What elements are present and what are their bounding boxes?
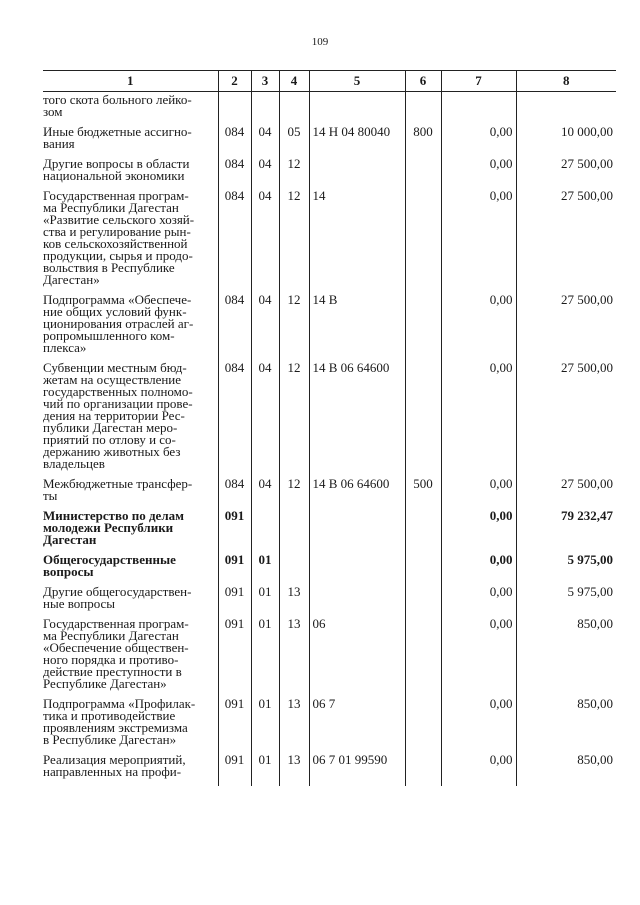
item-name-line: молодежи Республики xyxy=(43,520,174,535)
cell-amount-1: 0,00 xyxy=(441,294,516,362)
cell-expense-type xyxy=(405,92,441,127)
cell-section: 04 xyxy=(251,294,279,362)
cell-admin-code: 091 xyxy=(218,554,251,586)
item-name-line: «Обеспечение обществен- xyxy=(43,640,189,655)
cell-target-article: 14 В xyxy=(309,294,405,362)
cell-admin-code: 091 xyxy=(218,510,251,554)
cell-amount-1: 0,00 xyxy=(441,618,516,698)
table-row xyxy=(43,754,616,786)
cell-subsection: 12 xyxy=(279,478,309,510)
cell-subsection: 05 xyxy=(279,126,309,158)
cell-amount-1: 0,00 xyxy=(441,158,516,190)
item-name-line: ние общих условий функ- xyxy=(43,304,187,319)
item-name-line: Иные бюджетные ассигно- xyxy=(43,126,192,139)
item-name-line: того скота больного лейко- xyxy=(43,92,192,107)
item-name-line: приятий по отлову и со- xyxy=(43,432,176,447)
cell-item-name xyxy=(43,698,218,754)
cell-expense-type xyxy=(405,618,441,698)
cell-admin-code: 091 xyxy=(218,618,251,698)
cell-subsection: 13 xyxy=(279,586,309,618)
cell-amount-2: 850,00 xyxy=(516,618,616,698)
cell-expense-type xyxy=(405,554,441,586)
item-name-line: Дагестан xyxy=(43,532,97,547)
item-name-line: тика и противодействие xyxy=(43,708,176,723)
cell-item-name xyxy=(43,190,218,294)
cell-amount-2: 27 500,00 xyxy=(516,190,616,294)
item-name-line: владельцев xyxy=(43,456,105,471)
table-row xyxy=(43,126,616,158)
cell-expense-type xyxy=(405,362,441,478)
cell-expense-type xyxy=(405,190,441,294)
item-name-line: дения на территории Рес- xyxy=(43,408,185,423)
item-name-line: Дагестан» xyxy=(43,272,100,287)
table-row xyxy=(43,294,616,362)
cell-amount-1: 0,00 xyxy=(441,510,516,554)
cell-admin-code xyxy=(218,92,251,127)
cell-item-name xyxy=(43,554,218,586)
cell-section: 01 xyxy=(251,586,279,618)
cell-amount-2: 850,00 xyxy=(516,698,616,754)
cell-amount-1: 0,00 xyxy=(441,478,516,510)
cell-expense-type xyxy=(405,586,441,618)
item-name-line: направленных на профи- xyxy=(43,764,182,779)
cell-amount-2: 5 975,00 xyxy=(516,586,616,618)
item-name-line: ты xyxy=(43,488,58,503)
header-col-7: 7 xyxy=(441,71,516,92)
cell-admin-code: 084 xyxy=(218,478,251,510)
cell-section: 04 xyxy=(251,158,279,190)
cell-admin-code: 084 xyxy=(218,294,251,362)
cell-subsection: 12 xyxy=(279,294,309,362)
cell-amount-2: 27 500,00 xyxy=(516,478,616,510)
cell-admin-code: 084 xyxy=(218,126,251,158)
item-name-line: зом xyxy=(43,104,63,119)
cell-item-name xyxy=(43,294,218,362)
cell-amount-1: 0,00 xyxy=(441,754,516,786)
cell-subsection xyxy=(279,510,309,554)
page-number: 109 xyxy=(311,36,329,48)
item-name-line: Государственная програм- xyxy=(43,190,189,203)
item-name-line: чий по организации прове- xyxy=(43,396,193,411)
item-name-line: национальной экономики xyxy=(43,168,185,183)
item-name-line: Государственная програм- xyxy=(43,618,189,631)
cell-amount-1: 0,00 xyxy=(441,554,516,586)
item-name-line: вопросы xyxy=(43,564,94,579)
cell-amount-1: 0,00 xyxy=(441,362,516,478)
cell-item-name xyxy=(43,126,218,158)
item-name-line: ные вопросы xyxy=(43,596,116,611)
table-row xyxy=(43,586,616,618)
item-name-line: Субвенции местным бюд- xyxy=(43,362,187,375)
cell-target-article xyxy=(309,586,405,618)
cell-target-article xyxy=(309,158,405,190)
header-col-5: 5 xyxy=(309,71,405,92)
cell-amount-1 xyxy=(441,92,516,127)
item-name-line: жетам на осуществление xyxy=(43,372,182,387)
item-name-line: Реализация мероприятий, xyxy=(43,754,186,767)
item-name-line: продукции, сырья и продо- xyxy=(43,248,193,263)
cell-item-name xyxy=(43,158,218,190)
table-row xyxy=(43,158,616,190)
item-name-line: действие преступности в xyxy=(43,664,182,679)
cell-section xyxy=(251,92,279,127)
cell-amount-2: 850,00 xyxy=(516,754,616,786)
cell-target-article: 06 7 xyxy=(309,698,405,754)
cell-item-name xyxy=(43,92,218,127)
item-name-line: ма Республики Дагестан xyxy=(43,200,179,215)
table-row xyxy=(43,362,616,478)
item-name-line: Другие общегосударствен- xyxy=(43,586,192,599)
table-row xyxy=(43,92,616,127)
cell-item-name xyxy=(43,618,218,698)
cell-section xyxy=(251,510,279,554)
table-row xyxy=(43,190,616,294)
cell-section: 04 xyxy=(251,478,279,510)
header-col-8: 8 xyxy=(516,71,616,92)
header-col-3: 3 xyxy=(251,71,279,92)
cell-amount-1: 0,00 xyxy=(441,126,516,158)
cell-item-name xyxy=(43,586,218,618)
item-name-line: проявлениям экстремизма xyxy=(43,720,188,735)
cell-expense-type xyxy=(405,754,441,786)
cell-expense-type xyxy=(405,510,441,554)
cell-expense-type: 800 xyxy=(405,126,441,158)
item-name-line: ма Республики Дагестан xyxy=(43,628,179,643)
table-row xyxy=(43,554,616,586)
cell-amount-1: 0,00 xyxy=(441,698,516,754)
cell-section: 04 xyxy=(251,126,279,158)
cell-item-name xyxy=(43,754,218,786)
item-name-line: Подпрограмма «Профилак- xyxy=(43,698,196,711)
cell-target-article: 14 xyxy=(309,190,405,294)
item-name-line: «Развитие сельского хозяй- xyxy=(43,212,195,227)
item-name-line: Общегосударственные xyxy=(43,554,176,567)
cell-subsection: 13 xyxy=(279,618,309,698)
header-col-1: 1 xyxy=(43,71,218,92)
cell-target-article: 06 7 01 99590 xyxy=(309,754,405,786)
item-name-line: плекса» xyxy=(43,340,87,355)
cell-admin-code: 084 xyxy=(218,190,251,294)
budget-table xyxy=(43,70,616,786)
table-header-row xyxy=(43,71,616,92)
cell-target-article: 14 В 06 64600 xyxy=(309,362,405,478)
item-name-line: вания xyxy=(43,136,75,151)
item-name-line: ков сельскохозяйственной xyxy=(43,236,188,251)
cell-subsection: 12 xyxy=(279,362,309,478)
cell-subsection xyxy=(279,92,309,127)
cell-amount-2: 79 232,47 xyxy=(516,510,616,554)
cell-expense-type xyxy=(405,158,441,190)
cell-section: 04 xyxy=(251,362,279,478)
cell-section: 01 xyxy=(251,698,279,754)
cell-amount-2 xyxy=(516,92,616,127)
cell-subsection: 13 xyxy=(279,754,309,786)
cell-amount-2: 27 500,00 xyxy=(516,158,616,190)
cell-subsection: 12 xyxy=(279,158,309,190)
header-col-2: 2 xyxy=(218,71,251,92)
item-name-line: Подпрограмма «Обеспече- xyxy=(43,294,192,307)
cell-admin-code: 084 xyxy=(218,158,251,190)
cell-item-name xyxy=(43,478,218,510)
item-name-line: держанию животных без xyxy=(43,444,181,459)
cell-target-article xyxy=(309,92,405,127)
cell-section: 01 xyxy=(251,754,279,786)
cell-admin-code: 091 xyxy=(218,586,251,618)
table-row xyxy=(43,618,616,698)
cell-section: 04 xyxy=(251,190,279,294)
header-col-6: 6 xyxy=(405,71,441,92)
cell-section: 01 xyxy=(251,554,279,586)
cell-admin-code: 084 xyxy=(218,362,251,478)
cell-amount-2: 5 975,00 xyxy=(516,554,616,586)
item-name-line: ства и регулирование рын- xyxy=(43,224,191,239)
item-name-line: Межбюджетные трансфер- xyxy=(43,478,193,491)
item-name-line: Республике Дагестан» xyxy=(43,676,167,691)
cell-item-name xyxy=(43,510,218,554)
table-row xyxy=(43,698,616,754)
header-col-4: 4 xyxy=(279,71,309,92)
cell-expense-type xyxy=(405,294,441,362)
cell-admin-code: 091 xyxy=(218,754,251,786)
cell-expense-type xyxy=(405,698,441,754)
table-row xyxy=(43,478,616,510)
table-body xyxy=(43,92,616,787)
cell-amount-2: 27 500,00 xyxy=(516,294,616,362)
cell-section: 01 xyxy=(251,618,279,698)
item-name-line: публики Дагестан меро- xyxy=(43,420,178,435)
item-name-line: государственных полномо- xyxy=(43,384,193,399)
cell-amount-1: 0,00 xyxy=(441,586,516,618)
cell-subsection: 12 xyxy=(279,190,309,294)
item-name-line: ропромышленного ком- xyxy=(43,328,175,343)
item-name-line: в Республике Дагестан» xyxy=(43,732,177,747)
cell-amount-1: 0,00 xyxy=(441,190,516,294)
cell-admin-code: 091 xyxy=(218,698,251,754)
cell-subsection: 13 xyxy=(279,698,309,754)
cell-target-article xyxy=(309,554,405,586)
cell-target-article: 14 В 06 64600 xyxy=(309,478,405,510)
item-name-line: Другие вопросы в области xyxy=(43,158,190,171)
cell-target-article xyxy=(309,510,405,554)
cell-item-name xyxy=(43,362,218,478)
item-name-line: Министерство по делам xyxy=(43,510,184,523)
table-row xyxy=(43,510,616,554)
item-name-line: вольствия в Республике xyxy=(43,260,175,275)
cell-subsection xyxy=(279,554,309,586)
cell-amount-2: 10 000,00 xyxy=(516,126,616,158)
cell-amount-2: 27 500,00 xyxy=(516,362,616,478)
cell-target-article: 06 xyxy=(309,618,405,698)
item-name-line: ного порядка и противо- xyxy=(43,652,179,667)
cell-expense-type: 500 xyxy=(405,478,441,510)
item-name-line: ционирования отраслей аг- xyxy=(43,316,194,331)
cell-target-article: 14 Н 04 80040 xyxy=(309,126,405,158)
